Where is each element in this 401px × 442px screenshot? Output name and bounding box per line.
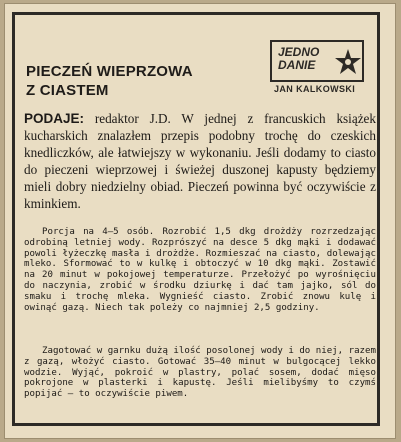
title-line-1: PIECZEŃ WIEPRZOWA bbox=[26, 63, 193, 80]
article-title bbox=[26, 62, 256, 100]
recipe-paragraph-1: Porcja na 4—5 osób. Rozrobić 1,5 dkg drożdży rozrzedzając odrobiną letniej wody. Rozprószyć na desce 5 dkg mąki i dodawać powoli łyżeczkę masła i drożdże. Rozmieszać na ciasto, dolewając mleko. Sformować to w kulkę i obtoczyć w 10 dkg mąki. Zostawić na 20 minut w pokojowej temperaturze. Przełożyć po wyrośnięciu do naczynia, zrobić w środku dziurkę i dać tam jajko, sól do smaku i trochę mleka. Wygnieść ciasto. Zrobić znowu kulę i owinąć gazą. Niech tak poleży co najmniej 2,5 godziny. bbox=[24, 227, 376, 313]
logo-line-2: DANIE bbox=[278, 58, 316, 72]
lead-paragraph bbox=[24, 110, 376, 212]
column-logo bbox=[270, 40, 368, 98]
lead-label: PODAJE: bbox=[24, 111, 85, 126]
logo-box bbox=[270, 40, 364, 82]
recipe-paragraph-2: Zagotować w garnku dużą ilość posolonej wody i do niej, razem z gazą, włożyć ciasto. Gotować 35—40 minut w bulgocącej lekko wodzie. Wyjąć, pokroić w plastry, polać sosem, dodać mięso pokrojone w plasterki i kapustę. Jeśli mielibyśmy to czymś popijać — to oczywiście piwem. bbox=[24, 346, 376, 400]
star-emblem-icon bbox=[334, 48, 362, 76]
logo-line-1: JEDNO bbox=[278, 45, 320, 59]
logo-text bbox=[278, 46, 338, 72]
author-name: JAN KALKOWSKI bbox=[274, 84, 356, 94]
lead-text: redaktor J.D. W jednej z francuskich książek kucharskich znalazłem przepis podobny trochę do czeskich knedliczków, ale łatwiejszy w wykonaniu. Jeśli dodamy to ciasto do pieczeni wieprzowej i świeżej duszonej kapusty będziemy mieli dobry niedzielny obiad. Pieczeń powinna być oczywiście z kminkiem. bbox=[24, 111, 376, 211]
title-line-2: Z CIASTEM bbox=[26, 82, 109, 99]
